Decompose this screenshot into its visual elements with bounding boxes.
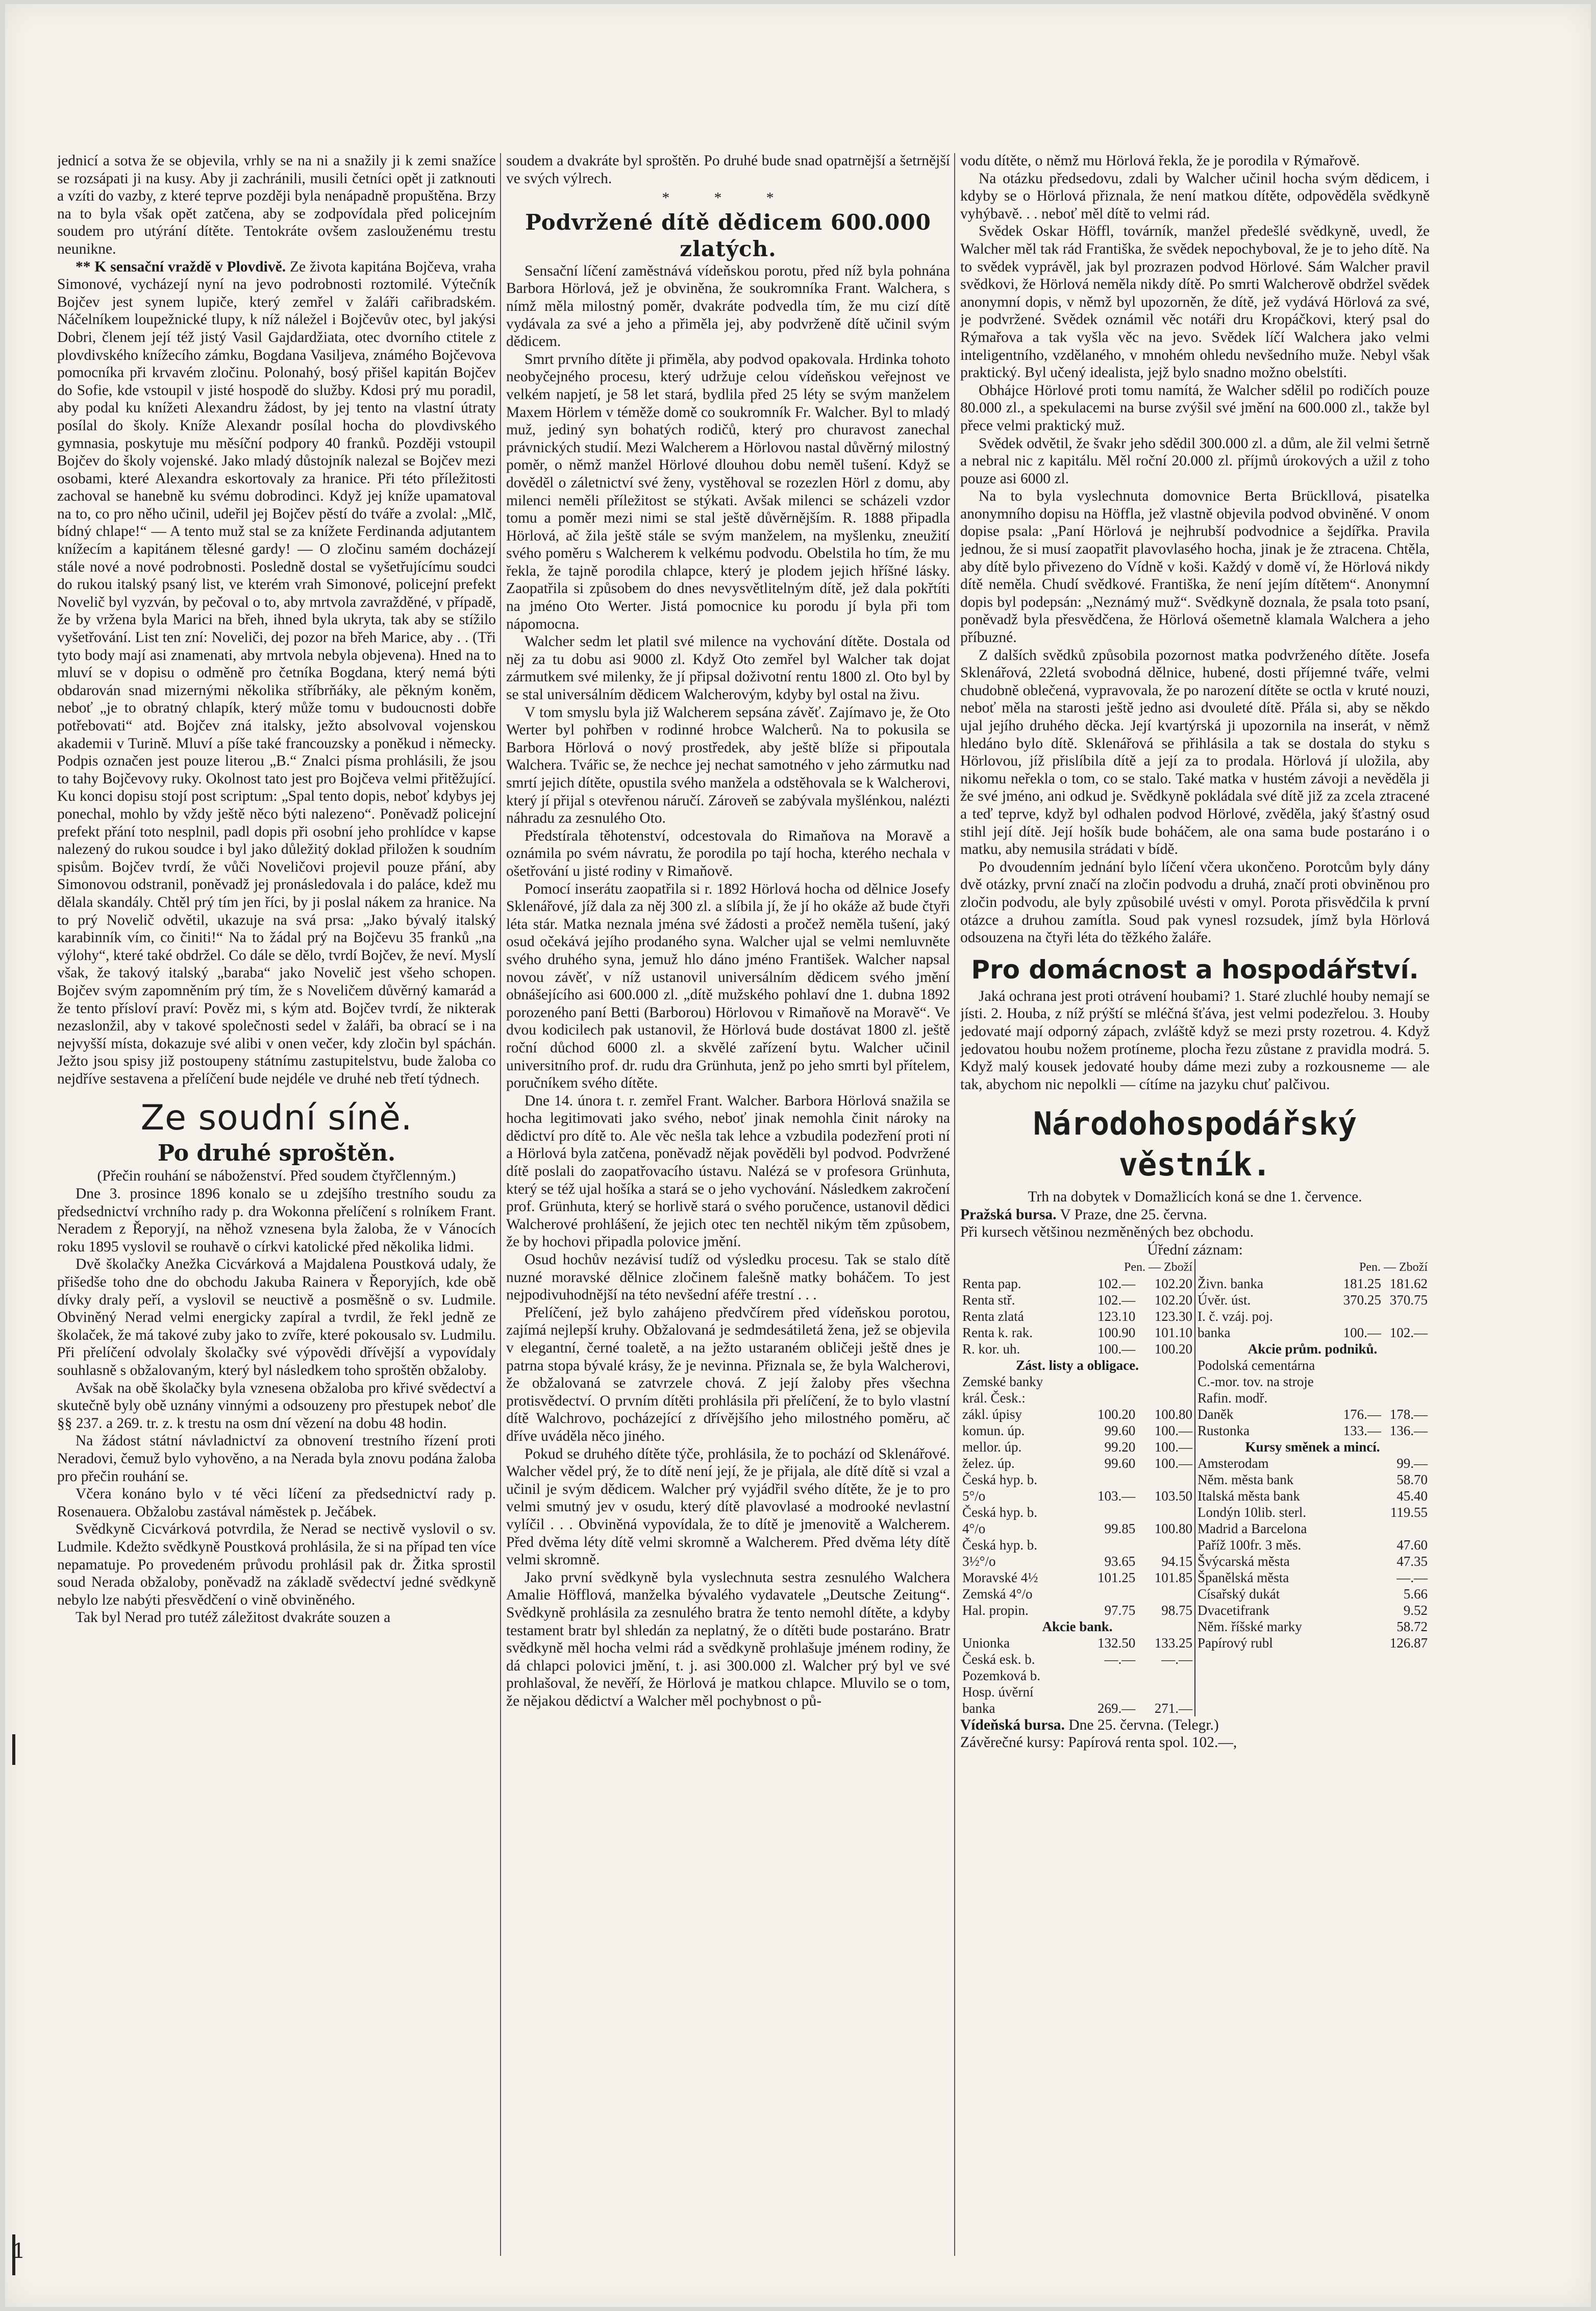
article-text: Tak byl Nerad pro tutéž záležitost dvakráte souzen a bbox=[76, 1609, 391, 1626]
article-body: Ze života kapitána Bojčeva, vraha Simonové, vycházejí nyní na jevo podrobnosti roztomilé. Výtečník Bojčev jest synem lupiče, který zemřel v žaláři cařibradském. Náčelníkem loupežnické tlupy, k níž náležel i Bojčevův otec, byl jakýsi Dobri, členem její též jistý Vasil Gajdardžiata, otec dvorního ctitele z plovdivského knížecího zámku, Bogdana Vasiljeva, známého Bojčevova pomocníka při krvavém zločinu. Polonahý, bosý přišel kapitán Bojčev do Sofie, kde vstoupil v jisté hospodě do služby. Kdosi prý mu poradil, aby podal ku knížeti Alexandru žádost, by jej tento na vlastní útraty posílal do školy. Kníže Alexandr posílal hocha do plovdivského gymnasia, poskytuje mu měsíční podpory 40 franků. Později vstoupil Bojčev do školy vojenské. Jako mladý důstojník nalezal se Bojčev mezi osobami, které Alexandra eskortovaly za hranice. Při této příležitosti zachoval se hanebně ku svému dobrodinci. Když jej kníže upamatoval na to, co pro něho učinil, udeřil jej Bojčev pěstí do tváře a zvolal: „Mlč, bídný chlape!“ — A tento muž stal se za knížete Ferdinanda adjutantem knížecím a kapitánem tělesné gardy! — O zločinu samém docházejí stále nové a nové podrobnosti. Posledně dostal se vyšetřujícímu soudci do rukou italský psaný list, ve kterém vrah Simonové, policejní prefekt Novelič byl vyzván, by pečoval o to, aby mrtvola zavražděné, v případě, že by vržena byla Marici na břeh, ihned byla ukryta, tak aby se stížilo vyšetřování. List ten zní: Noveliči, dej pozor na břeh Marice, aby . . (Tři tyto body mají asi znamenati, aby mrtvola nebyla objevena). Hned na to mluví se v dopisu o odměně pro četníka Bogdana, který nemá býti obdarován snad mizernými několika stříbrňáky, ale pěkným koněm, neboť „je to obratný chlapík, který může tomu v budoucnosti dobře potřebovati“ atd. Bojčev zná italsky, ježto absolvoval vojenskou akademii v Turině. Mluví a píše také francouzsky a poněkud i německy. Podpis označen jest pouze literou „B.“ Znalci písma prohlásili, že jsou to tahy Bojčevovy ruky. Okolnost tato jest pro Bojčeva velmi přitěžující. Ku konci dopisu stojí post scriptum: „Spal tento dopis, neboť kdybys jej ponechal, mohlo by vždy ještě něco býti nalezeno“. Poněvadž policejní prefekt přání toto nesplnil, padl dopis při osobní jeho prohlídce v kapse nalezený do rukou soudce i byl jako důležitý doklad přiložen k soudním spisům. Bojčev tvrdí, že vůči Noveličovi projevil pouze přání, aby Simonovou odstranil, poněvadž jej pronásledovala i do paláce, kdež mu dělala skandály. Chtěl prý tím jen říci, by ji poslal nákem za hranice. Na to prý Novelič odvětil, ukazuje na svá prsa: „Jako bývalý italský karabinník vím, co činiti!“ Na to žádal prý na Bojčevu 35 franků „na výlohy“, které také obdržel. Co dále se dělo, tvrdí Bojčev, že neví. Myslí však, že takový italský „baraba“ jako Novelič jest všeho schopen. Bojčev svým zapomněním prý tím, že s Noveličem důvěrný kamarád a že tento přísloví praví: Pověz mi, s kým atd. Bojčev tvrdí, že nikterak nezaslonžil, aby v takové společnosti sedel v žaláři, ba obrací se i na nejvyšší místa, dokazuje své alibi v onen večer, kdy zločin byl spáchán. Ježto jsou spisy již postoupeny státnímu zastupitelstvu, bude žaloba co nejdříve sestavena a přelíčení bude nejdéle ve druhé neb třetí týdnech. bbox=[57, 258, 496, 1087]
row-value bbox=[1136, 1504, 1193, 1520]
row-value: 132.50 bbox=[1098, 1635, 1136, 1651]
row-value bbox=[1136, 1373, 1193, 1390]
article-text: Přelíčení, jež bylo zahájeno předvčírem před vídeňskou porotou, zajímá nejlepší kruhy. Obžalovaná je sedmdesátiletá žena, jež se objevila v elegantní, černé toaletě, a na ježto ustaraném obličeji ještě dnes je patrna stopa bývalé krásy, že je nevinna. Přiznala se, že byla Walcherovi, že obžalovaná se zatvrzele chová. Z její žaloby přes všechna protisvědectví. O prvním dítěti prohlásila při přelíčení, že to bylo vlastní dítě Walchrovo, pocházející z dřívějšího jeho milostného poměru, ač dříve uváděla něco jiného. bbox=[506, 1304, 950, 1444]
rows-banky bbox=[1196, 1275, 1429, 1341]
row-value bbox=[1382, 1373, 1429, 1390]
table-row bbox=[961, 1602, 1193, 1618]
row-label: Podolská cementárna bbox=[1198, 1357, 1315, 1373]
videnska-heading: Vídeňská bursa. bbox=[960, 1716, 1065, 1733]
zaverecne-kursy: Závěrečné kursy: Papírová renta spol. 102.—, bbox=[960, 1734, 1237, 1751]
row-value: 93.65 bbox=[1104, 1553, 1136, 1569]
row-label: Švýcarská města bbox=[1198, 1553, 1290, 1569]
row-value bbox=[1136, 1390, 1193, 1406]
row-label: Živn. banka bbox=[1198, 1275, 1263, 1291]
column-header: Pen. — Zboží bbox=[1359, 1260, 1428, 1274]
article-text: jednicí a sotva že se objevila, vrhly se na ni a snažily ji k zemi snažíce se rozsápati ji na kusy. Aby ji zachránili, musili četníci opět ji zatknouti a vzíti do vazby, z které teprve později byla nenápadně propuštěna. Brzy na to byla však opět zatčena, aby se zodpovídala před policejním soudem pro utýrání dítěte. Tentokráte ovšem zaslouženému trestu neunikne. bbox=[57, 153, 496, 257]
article-text: Na otázku předsedovu, zdali by Walcher učinil hocha svým dědicem, i kdyby se o Hörlová přiznala, že není matkou dítěte, odpověděla svědkyně vyhýbavě. . . neboť měl dítě to velmi rád. bbox=[960, 170, 1430, 222]
row-value bbox=[1336, 1602, 1382, 1618]
rows-renta bbox=[961, 1275, 1193, 1357]
section-heading: Ze soudní síně. bbox=[140, 1098, 413, 1139]
row-label: Unionka bbox=[962, 1635, 1010, 1651]
row-value: 178.— bbox=[1389, 1406, 1428, 1422]
row-value: 101.10 bbox=[1154, 1324, 1192, 1340]
row-value: 126.87 bbox=[1389, 1635, 1428, 1651]
row-value bbox=[1136, 1586, 1193, 1602]
row-label: Papírový rubl bbox=[1198, 1635, 1273, 1651]
table-row bbox=[961, 1553, 1193, 1569]
row-label: Česká hyp. b. bbox=[962, 1471, 1037, 1487]
row-label: želez. úp. bbox=[962, 1455, 1015, 1471]
table-row bbox=[1196, 1471, 1429, 1488]
row-label: Něm. města bank bbox=[1198, 1471, 1294, 1487]
row-label: Daněk bbox=[1198, 1406, 1234, 1422]
row-value bbox=[1080, 1373, 1137, 1390]
article-text: Sensační líčení zaměstnává vídeňskou porotu, před níž byla pohnána Barbora Hörlová, jež je obviněna, že soukromníka Frant. Walchera, s nímž měla milostný poměr, dvakráte podvedla tím, že mu cizí dítě vydávala za své a jeho a přiměla jej, aby podvrženě dítě učinil svým dědicem. bbox=[506, 262, 950, 350]
column-header: Pen. — Zboží bbox=[1124, 1260, 1192, 1274]
row-value: 271.— bbox=[1154, 1700, 1192, 1716]
row-label: Londýn 10lib. sterl. bbox=[1198, 1504, 1306, 1520]
row-label: Moravské 4½ bbox=[962, 1569, 1038, 1585]
row-value bbox=[1136, 1684, 1193, 1700]
table-row bbox=[1196, 1520, 1429, 1537]
row-label: Renta zlatá bbox=[962, 1308, 1024, 1324]
exchange-left bbox=[960, 1259, 1195, 1716]
table-row bbox=[1196, 1406, 1429, 1422]
row-value: 136.— bbox=[1389, 1422, 1428, 1438]
row-label: Rafin. modř. bbox=[1198, 1390, 1268, 1406]
column-rule bbox=[954, 153, 955, 2256]
article-text: Smrt prvního dítěte ji přiměla, aby podvod opakovala. Hrdinka tohoto neobyčejného procesu, který udržuje celou vídeňskou veřejnost ve velkém napjetí, je 58 let stará, bydlila před 25 léty se svým manželem Maxem Hörlem v téměže domě co soukromník Fr. Walcher. Byl to mladý muž, jediný syn bohatých rodičů, který pro churavost zanechal právnických studií. Mezi Walcherem a Hörlovou nastal důvěrný milostný poměr, o němž manžel Hörlové dlouhou dobu neměl tušení. Když se dověděl o záletnictví své ženy, vystěhoval se rozezlen Hörl z domu, aby milenci neměli příležitost se stýkati. Avšak milenci se scházeli vzdor tomu a poměr mezi nimi se stal ještě důvěrnějším. R. 1888 připadla Hörlová, ač žila ještě stále se svým manželem, na myšlenku, zneužití svého poměru s Walcherem k velkému podvodu. Obelstila ho tím, že mu řekla, že tajně porodila chlapce, který je plodem jejich hříšné lásky. Zaopatřila si způsobem do dnes nevysvětlitelným dítě, jež dala pokřtíti na jméno Oto Werter. Jistá pomocnice ku porodu jí byla při tom nápomocna. bbox=[506, 351, 950, 632]
table-row bbox=[1196, 1390, 1429, 1406]
row-label: Italská města bank bbox=[1198, 1488, 1300, 1504]
page-edge-mark bbox=[12, 1734, 15, 1765]
row-value: 47.35 bbox=[1396, 1553, 1428, 1569]
row-value bbox=[1336, 1488, 1382, 1504]
row-value: 370.25 bbox=[1343, 1292, 1381, 1308]
table-row bbox=[961, 1651, 1193, 1667]
article-text: Dne 14. února t. r. zemřel Frant. Walcher. Barbora Hörlová snažila se hocha legitimovati jako svého, neboť jinak nemohla činit nároky na dědictví pro dítě to. Ale věc nešla tak lehce a vzbudila podezření proti ní a Hörlová byla zatčena, poněvadž nějak pověděli byl podvod. Podvržené dítě poslali do zaopatřovacího ústavu. Nalézá se v profesora Grünhuta, který se též ujal hošíka a stará se o jeho vychování. Následkem zakročení prof. Grünhuta, který se horlivě stará o svého poručence, ustanovil dědici Walcherové prohlášení, že jejich otec ten nechtěl nikým těm způsobem, že by hochovi připadla polovice jmění. bbox=[506, 1092, 950, 1250]
row-value: —.— bbox=[1104, 1651, 1136, 1667]
article-text: Avšak na obě školačky byla vznesena obžaloba pro křivé svědectví a skutečně byly obě uznány vinnými a odsouzeny pro přestupek neboť dle §§ 237. a 269. tr. z. k trestu na osm dní vězení na dobu 48 hodin. bbox=[57, 1380, 496, 1432]
article-text bbox=[57, 258, 496, 1088]
subsection-heading: Akcie prům. podniků. bbox=[1248, 1341, 1378, 1357]
row-label: komun. úp. bbox=[962, 1422, 1025, 1438]
row-value bbox=[1336, 1357, 1382, 1373]
table-row bbox=[1196, 1504, 1429, 1520]
column-1 bbox=[57, 152, 496, 2270]
row-value: 98.75 bbox=[1161, 1602, 1192, 1618]
row-value: 47.60 bbox=[1396, 1537, 1428, 1553]
table-row bbox=[1196, 1618, 1429, 1635]
row-value bbox=[1336, 1618, 1382, 1635]
row-value bbox=[1382, 1520, 1429, 1537]
table-row bbox=[961, 1471, 1193, 1488]
table-row bbox=[1196, 1553, 1429, 1569]
row-value bbox=[1336, 1586, 1382, 1602]
table-row bbox=[961, 1422, 1193, 1439]
article-text: Na žádost státní návladnictví za obnovení trestního řízení proti Neradovi, čemuž bylo vyhověno, a na Nerada byla znovu podána žaloba pro přečin rouhání se. bbox=[57, 1433, 496, 1485]
row-value: 102.20 bbox=[1154, 1275, 1192, 1291]
article-text: soudem a dvakráte byl sproštěn. Po druhé bude snad opatrnější a šetrnější ve svých výlrech. bbox=[506, 153, 950, 187]
table-row bbox=[1196, 1602, 1429, 1618]
table-row bbox=[961, 1586, 1193, 1602]
row-label: Úvěr. úst. bbox=[1198, 1292, 1251, 1308]
table-row bbox=[961, 1406, 1193, 1422]
row-label: mellor. úp. bbox=[962, 1439, 1022, 1455]
column-2 bbox=[506, 152, 950, 2270]
article-text: Na to byla vyslechnuta domovnice Berta Brückllová, pisatelka anonymního dopisu na Höfflа, jež vlastně objevila podvod obviněné. V onom dopise psala: „Paní Hörlová je nejhrubší podvodnice a šejdířka. Pravila jednou, že si musí zaopatřit plavovlasého hocha, jinak je že ztracena. Chtěla, aby dítě bylo přivezeno do Vídně v koši. Každý v domě ví, že Hörlová nikdy dítě neměla. Chudí svědkové. Františka, že není jejím dítětem“. Anonymní dopis byl podepsán: „Neznámý muž“. Svědkyně doznala, že psala toto psaní, poněvadž byla přesvědčena, že Hörlová ošemetně klamala Walchera a jeho příbuzné. bbox=[960, 488, 1430, 646]
row-value: 99.85 bbox=[1104, 1520, 1136, 1536]
row-value: 100.20 bbox=[1154, 1341, 1192, 1357]
article-text: Předstírala těhotenství, odcestovala do Rimaňova na Moravě a oznámila po svém návratu, že porodila po tají hocha, kterého nechala v ošetřování u jisté rodiny v Rimaňově. bbox=[506, 827, 950, 879]
row-label: Paříž 100fr. 3 měs. bbox=[1198, 1537, 1302, 1553]
row-value bbox=[1336, 1308, 1382, 1324]
article-text: Z dalších svědků způsobila pozornost matka podvrženého dítěte. Josefa Sklenářová, 22letá svobodná dělnice, hubené, dosti příjemné tváře, velmi chudobně oblečená, vypravovala, že po narození dítěte se octla v kruté nouzi, neboť měla na starosti ještě jedno asi dvouleté dítě. Přála si, aby se někdo ujal jejího druhého děcka. Její kvartýrská ji upozornila na inserát, v němž hledáno bylo dítě. Sklenářová se přihlásila a tak se dostala do styku s Hörlovou, jíž přislíbila dítě a její za to prodala. Hörlová jí uložila, aby nikomu neřekla o tom, co se stalo. Také matka v hustém závoji a nevěděla ji že své jméno, ani odkud je. Svědkyně pokládala své dítě již za zcela ztracené a teď teprve, když byl odhalen podvod Hörlové, zvěděla, jaký šťastný osud stihl její dítě. Její hošík bude boháčem, ale ona sama bude postaráno i o matku, aby nemusila strádati v bídě. bbox=[960, 647, 1430, 858]
table-row bbox=[961, 1439, 1193, 1455]
row-label: Česká esk. b. bbox=[962, 1651, 1035, 1667]
row-value: 100.80 bbox=[1154, 1406, 1192, 1422]
row-value: 133.25 bbox=[1154, 1635, 1192, 1651]
row-value bbox=[1382, 1308, 1429, 1324]
videnska-line bbox=[960, 1716, 1430, 1734]
article-text: Osud hochův nezávisí tudíž od výsledku procesu. Tak se stalo dítě nuzné moravské dělnice zločinem falešně matky boháčem. To jest nejpodivuhodnější na této nevšední aféře trestní . . . bbox=[506, 1251, 950, 1304]
row-value: 102.20 bbox=[1154, 1292, 1192, 1308]
article-text: Svědkyně Cicvárková potvrdila, že Nerad se nectivě vyslovil o sv. Ludmile. Kdežto svědkyně Poustková prohlásila, že si na případ ten více nepamatuje. Po provedeném průvodu prohlásil pak dr. Žitka sprostil soud Nerada obžaloby, poněvadž na základě svědectví jedné svědkyně nebylo lze nabýti přesvědčení o vině obviněného. bbox=[57, 1521, 496, 1608]
table-row bbox=[961, 1324, 1193, 1341]
row-label: Renta k. rak. bbox=[962, 1324, 1033, 1340]
table-row bbox=[1196, 1308, 1429, 1324]
row-label: Renta stř. bbox=[962, 1292, 1015, 1308]
row-value: 123.10 bbox=[1098, 1308, 1136, 1324]
row-value: 100.— bbox=[1154, 1439, 1192, 1455]
row-value: 99.60 bbox=[1104, 1455, 1136, 1471]
row-value bbox=[1336, 1569, 1382, 1586]
table-row bbox=[961, 1569, 1193, 1586]
burza-heading: Pražská bursa. bbox=[960, 1206, 1057, 1223]
table-row bbox=[961, 1700, 1193, 1716]
rows-zastavni bbox=[961, 1373, 1193, 1618]
row-value: 94.15 bbox=[1161, 1553, 1192, 1569]
row-value bbox=[1136, 1537, 1193, 1553]
row-value: 58.70 bbox=[1396, 1471, 1428, 1487]
table-row bbox=[961, 1373, 1193, 1390]
row-value bbox=[1336, 1537, 1382, 1553]
table-row bbox=[961, 1537, 1193, 1553]
exchange-table bbox=[960, 1259, 1430, 1716]
article-text: V tom smyslu byla již Walcherem sepsána závěť. Zajímavo je, že Oto Werter byl pohřben v rodinné hrobce Walcherů. Na to pokusila se Barbora Hörlová o nový prostředek, aby ještě blíže si připoutala Walchera. Tvářic se, že nechce jej nechat samotného v jeho zármutku nad smrtí jejich dítěte, opustila svého manžela a odstěhovala se k Walcherovi, který jí přijal s otevřenou náručí. Zároveň se zabývala myšlénkou, nalézti náhradu za zesnulého Oto. bbox=[506, 704, 950, 827]
table-row bbox=[1196, 1422, 1429, 1439]
article-text: Včera konáno bylo v té věci líčení za předsednictví rady p. Rosenauera. Obžalobu zastával náměstek p. Ječábek. bbox=[57, 1486, 496, 1520]
row-value: —.— bbox=[1396, 1569, 1428, 1585]
table-row bbox=[1196, 1292, 1429, 1308]
column-3 bbox=[960, 152, 1430, 2270]
row-label: 3½°/o bbox=[962, 1553, 996, 1569]
videnska-date: Dne 25. června. (Telegr.) bbox=[1068, 1716, 1219, 1733]
row-value: 45.40 bbox=[1396, 1488, 1428, 1504]
row-label: král. Česk.: bbox=[962, 1390, 1026, 1406]
row-value bbox=[1336, 1635, 1382, 1651]
section-heading: Pro domácnost a hospodářství. bbox=[971, 954, 1419, 985]
row-label: Česká hyp. b. bbox=[962, 1537, 1037, 1553]
rows-akcie-bank bbox=[961, 1635, 1193, 1716]
row-value bbox=[1080, 1667, 1137, 1684]
article-text: Walcher sedm let platil své milence na vychování dítěte. Dostala od něj za tu dobu asi 9000 zl. Když Oto zemřel byl Walcher tak dojat zármutkem své milenky, že jí připsal doživotní rentu 1800 zl. Oto byl by se stal universálním dědicem Walcherovým, kdyby byl ostal na živu. bbox=[506, 633, 950, 703]
table-row bbox=[1196, 1275, 1429, 1292]
row-value bbox=[1336, 1455, 1382, 1471]
row-label: zákl. úpisy bbox=[962, 1406, 1022, 1422]
exchange-right bbox=[1195, 1259, 1430, 1716]
margin-mark: 1 bbox=[12, 2240, 26, 2263]
row-value: 9.52 bbox=[1403, 1602, 1428, 1618]
row-label: Hosp. úvěrní bbox=[962, 1684, 1034, 1700]
row-label: Česká hyp. b. bbox=[962, 1504, 1037, 1520]
row-value bbox=[1080, 1537, 1137, 1553]
row-value bbox=[1336, 1471, 1382, 1488]
row-value bbox=[1136, 1471, 1193, 1488]
row-value: 5.66 bbox=[1403, 1586, 1428, 1602]
row-label: Zemská 4°/o bbox=[962, 1586, 1033, 1602]
article-caption: (Přečin rouhání se náboženství. Před soudem čtyřčlenným.) bbox=[97, 1168, 456, 1185]
row-value: 101.85 bbox=[1154, 1569, 1192, 1585]
row-value bbox=[1336, 1504, 1382, 1520]
table-row bbox=[1196, 1373, 1429, 1390]
row-value bbox=[1336, 1390, 1382, 1406]
burza-line bbox=[960, 1206, 1430, 1224]
burza-intro: Při kursech většinou nezměněných bez obchodu. bbox=[960, 1224, 1254, 1241]
row-value: 102.— bbox=[1389, 1324, 1428, 1340]
article-text: Jako první svědkyně byla vyslechnuta sestra zesnulého Walchera Amalie Höfflová, manželka bývalého vydavatele „Deutsche Zeitung“. Svědkyně prohlásila za zesnulého bratra že tento nemohl dítěte, a kdyby testament bratr byl shledán za neplatný, že o dítěti bude postaráno. Bratr svědkyně měl hocha velmi rád a svědkyně prohlašuje jménem rodiny, že dá chlapci polovici jmění, t. j. asi 300.000 zl. Walcher prý byl ve své prohlašoval, že nevěří, že Hörlová je matkou chlapce. Mluvilo se o tom, že nějakou dědictví a Walcher měl pochybnost o pů- bbox=[506, 1569, 950, 1709]
row-label: R. kor. uh. bbox=[962, 1341, 1020, 1357]
row-value: 102.— bbox=[1098, 1275, 1136, 1291]
row-value: 123.30 bbox=[1154, 1308, 1192, 1324]
article-text: Svědek Oskar Höffl, továrník, manžel předešlé svědkyně, uvedl, že Walcher měl tak rád Františka, že svědek nepochyboval, že je to jeho dítě. Na to svědek vyprávěl, jak byl prozrazen podvod Hörlové. Sám Walcher pravil svědkovi, že Hörlová neměla nikdy dítě. Po smrti Walcherově obdržel svědek anonymní dopis, v němž byl upozorněn, že dítě, jež vydává Hörlová za své, je podvržené. Svědek oznámil věc notáři dru Kropáčkovi, který psal do Rýmařova a tak vyšla věc na jevo. Svědek líčí Walchera jako velmi inteligentního, vzdělaného, v mnohém ohledu nevšedního muže. Nebyl však praktický. Byl učený idealista, jejž bylo snadno možno obelstíti. bbox=[960, 223, 1430, 381]
article-text: Po dvoudenním jednání bylo líčení včera ukončeno. Porotcům byly dány dvě otázky, první značí na zločin podvodu a druhá, značí proti obviněnou pro zločin podvodu, ale byly způsobilé uvésti v omyl. Porota přisvědčila k první otázce a druhou zamítla. Soud pak vynesl rozsudek, jímž byla Hörlová odsouzena na čtyři léta do těžkého žaláře. bbox=[960, 858, 1430, 946]
right-subtable bbox=[1196, 1259, 1429, 1651]
table-row bbox=[1196, 1357, 1429, 1373]
row-value: 58.72 bbox=[1396, 1618, 1428, 1634]
row-value: 181.25 bbox=[1343, 1275, 1381, 1291]
row-value bbox=[1382, 1357, 1429, 1373]
row-value: 100.— bbox=[1343, 1324, 1381, 1340]
row-value bbox=[1336, 1553, 1382, 1569]
row-value: 103.50 bbox=[1154, 1488, 1192, 1504]
row-label: Císařský dukát bbox=[1198, 1586, 1280, 1602]
subsection-heading: Kursy směnek a mincí. bbox=[1245, 1439, 1380, 1455]
row-value bbox=[1336, 1373, 1382, 1390]
row-value: 102.— bbox=[1098, 1292, 1136, 1308]
row-value: —.— bbox=[1161, 1651, 1192, 1667]
left-subtable bbox=[961, 1259, 1193, 1716]
column-rule bbox=[500, 153, 501, 2256]
row-label: banka bbox=[1198, 1324, 1231, 1340]
table-row bbox=[1196, 1586, 1429, 1602]
row-label: banka bbox=[962, 1700, 995, 1716]
burza-date: V Praze, dne 25. června. bbox=[1060, 1206, 1207, 1223]
separator-stars: * * * bbox=[662, 190, 794, 207]
row-label: I. č. vzáj. poj. bbox=[1198, 1308, 1273, 1324]
article-heading: Po druhé sproštěn. bbox=[157, 1140, 396, 1167]
row-value: 100.— bbox=[1154, 1422, 1192, 1438]
row-value: 370.75 bbox=[1389, 1292, 1428, 1308]
row-label: 5°/o bbox=[962, 1488, 986, 1504]
row-label: Rustonka bbox=[1198, 1422, 1250, 1438]
article-text: Pomocí inserátu zaopatřila si r. 1892 Hörlová hocha od dělnice Josefy Sklenářové, jíž dala za něj 300 zl. a slíbila jí, že jí ho okáže až bude čtyři léta stár. Matka neznala jména své žádosti a pročež neměla tušení, jaký osud očekává jejího prodaného syna. Walcher ujal se velmi nemluvněte svého druhého syna, jemuž hlo dáno jméno František. Walcher napsal novou závěť, v níž ustanovil universálním dědicem svého jmění obnášejícího asi 600.000 zl. „dítě mužského pohlaví dne 1. dubna 1892 porozeného paní Betti (Barborou) Hörlovou v Rimaňově na Moravě“. Ve dvou kodicilech pak ustanovil, že Hörlová bude dostávat 1800 zl. ještě roční důchod 6000 zl. a skvělé zařízení bytu. Walcher učinil universitního prof. dr. rudu dra Grünhuta, jenž po jeho smrti byl přítelem, poručníkem svého dítěte. bbox=[506, 880, 950, 1092]
row-label: Španělská města bbox=[1198, 1569, 1289, 1585]
row-label: Dvacetifrank bbox=[1198, 1602, 1269, 1618]
table-row bbox=[961, 1275, 1193, 1292]
subsection-heading: Akcie bank. bbox=[1042, 1618, 1113, 1634]
table-row bbox=[961, 1455, 1193, 1471]
row-value: 176.— bbox=[1343, 1406, 1381, 1422]
row-label: Pozemková b. bbox=[962, 1667, 1040, 1683]
row-value: 100.90 bbox=[1098, 1324, 1136, 1340]
row-value: 99.20 bbox=[1104, 1439, 1136, 1455]
table-row bbox=[961, 1504, 1193, 1520]
row-value: 101.25 bbox=[1098, 1569, 1136, 1585]
table-row bbox=[961, 1341, 1193, 1357]
row-label: C.-mor. tov. na stroje bbox=[1198, 1373, 1314, 1389]
table-row bbox=[961, 1308, 1193, 1324]
table-row bbox=[1196, 1569, 1429, 1586]
article-text: Obhájce Hörlové proti tomu namítá, že Walcher sdělil po rodičích pouze 80.000 zl., a spekulacemi na burse zvýšil své jmění na 600.000 zl., takže byl přece velmi praktický muž. bbox=[960, 382, 1430, 434]
newspaper-page bbox=[5, 4, 1591, 2307]
row-value bbox=[1336, 1520, 1382, 1537]
subsection-heading: Zást. listy a obligace. bbox=[1016, 1357, 1139, 1373]
row-label: 4°/o bbox=[962, 1520, 986, 1536]
row-value: 100.— bbox=[1154, 1455, 1192, 1471]
row-value: 100.80 bbox=[1154, 1520, 1192, 1536]
uredni-zaznam: Úřední záznam: bbox=[1147, 1242, 1243, 1259]
article-text: Jaká ochrana jest proti otrávení houbami? 1. Staré zluchlé houby nemají se jísti. 2. Houba, z níž prýští se mléčná šťáva, jest velmi podezřelou. 3. Houby jedovaté mají odporný zápach, zvláště když se mezi prsty rozetrou. 4. Když jedovatou houbu nožem protíneme, plocha řezu zůstane z pravidla modrá. 5. Když malý kousek jedovaté houby dáme mezi zuby a rozkousneme — ale tak, abychom nic nepolkli — cítíme na jazyku chuť palčivou. bbox=[960, 988, 1430, 1093]
table-row bbox=[961, 1488, 1193, 1504]
table-row bbox=[1196, 1324, 1429, 1341]
row-label: Madrid a Barcelona bbox=[1198, 1520, 1307, 1536]
row-value: 99.60 bbox=[1104, 1422, 1136, 1438]
row-value bbox=[1382, 1390, 1429, 1406]
row-value bbox=[1080, 1504, 1137, 1520]
market-notice: Trh na dobytek v Domažlicích koná se dne 1. července. bbox=[1028, 1189, 1362, 1206]
row-label: Něm. říšské marky bbox=[1198, 1618, 1302, 1634]
table-row bbox=[1196, 1537, 1429, 1553]
table-row bbox=[961, 1667, 1193, 1684]
row-value bbox=[1080, 1586, 1137, 1602]
article-heading: Podvržené dítě dědicem 600.000 zlatých. bbox=[525, 209, 931, 261]
row-label: Hal. propin. bbox=[962, 1602, 1029, 1618]
row-value: 97.75 bbox=[1104, 1602, 1136, 1618]
table-row bbox=[1196, 1635, 1429, 1651]
row-value: 100.20 bbox=[1098, 1406, 1136, 1422]
rows-prumysl bbox=[1196, 1357, 1429, 1439]
table-row bbox=[961, 1390, 1193, 1406]
row-value: 133.— bbox=[1343, 1422, 1381, 1438]
row-value bbox=[1080, 1684, 1137, 1700]
row-label: Renta pap. bbox=[962, 1275, 1021, 1291]
rows-kursy bbox=[1196, 1455, 1429, 1651]
row-label: Amsterodam bbox=[1198, 1455, 1269, 1471]
table-row bbox=[1196, 1488, 1429, 1504]
row-value: 119.55 bbox=[1390, 1504, 1428, 1520]
row-value: 181.62 bbox=[1389, 1275, 1428, 1291]
article-text: Pokud se druhého dítěte týče, prohlásila, že to pochází od Sklenářové. Walcher vědel prý, že to dítě není její, že je přijala, ale dítě dítě si vzal a učinil je svým dědicem. Walcher prý vyjádřil svého dítěte, že je to pro velmi smutný jev v osudu, který dítě plavovlasé a modrooké nevlastní vylíčil . . . Obviněná vypovídala, že to dítě je jmenovitě a Walcherem. Před dvěma léty dítě velmi skromně a Walcherem. Před dvěma léty dítě velmi skromně. bbox=[506, 1445, 950, 1568]
table-row bbox=[961, 1635, 1193, 1651]
table-row bbox=[961, 1292, 1193, 1308]
table-row bbox=[961, 1684, 1193, 1700]
article-text: Dvě školačky Anežka Cicvárková a Majdalena Poustková udaly, že přišedše toho dne do obchodu Jakuba Rainera v Řeporyjích, kde obě dívky draly peří, a vyslovil se neuctivě a posměšně o sv. Ludmile. Obviněný Nerad velmi energicky zapíral a tvrdil, že řekl jedně ze školaček, že má takové zuby jako to zvíře, které pokousalo sv. Ludmilu. Při přelíčení odvolaly školačky své výpovědi dřívější a vypovídaly souhlasně s obžalovaným, který byl následkem toho sproštěn obžaloby. bbox=[57, 1256, 496, 1379]
row-value: 103.— bbox=[1098, 1488, 1136, 1504]
article-text: vodu dítěte, o němž mu Hörlová řekla, že je porodila v Rýmařově. bbox=[960, 153, 1360, 169]
table-row bbox=[961, 1520, 1193, 1537]
row-value bbox=[1080, 1390, 1137, 1406]
article-head: ** K sensační vraždě v Plovdivě. bbox=[76, 258, 286, 275]
row-value: 269.— bbox=[1098, 1700, 1136, 1716]
row-value bbox=[1136, 1667, 1193, 1684]
article-text: Svědek odvětil, že švakr jeho sdědil 300.000 zl. a dům, ale žil velmi šetrně a nebral nic z kapitálu. Měl roční 20.000 zl. příjmů úrokových a užil z toho pouze asi 6000 zl. bbox=[960, 435, 1430, 487]
row-value bbox=[1080, 1471, 1137, 1488]
table-row bbox=[1196, 1455, 1429, 1471]
row-value: 99.— bbox=[1396, 1455, 1428, 1471]
row-label: Zemské banky bbox=[962, 1373, 1043, 1389]
section-heading: Národohospodářský věstník. bbox=[1033, 1105, 1357, 1184]
row-value: 100.— bbox=[1098, 1341, 1136, 1357]
article-text: Dne 3. prosince 1896 konalo se u zdejšího trestního soudu za předsednictví vrchního rady p. dra Wokonna přelíčení s rolníkem Frant. Neradem z Řeporyjí, na něhož vznesena byla žaloba, že v Vánocích roku 1895 vyslovil se rouhavě o církvi katolické před několika lidmi. bbox=[57, 1186, 496, 1255]
